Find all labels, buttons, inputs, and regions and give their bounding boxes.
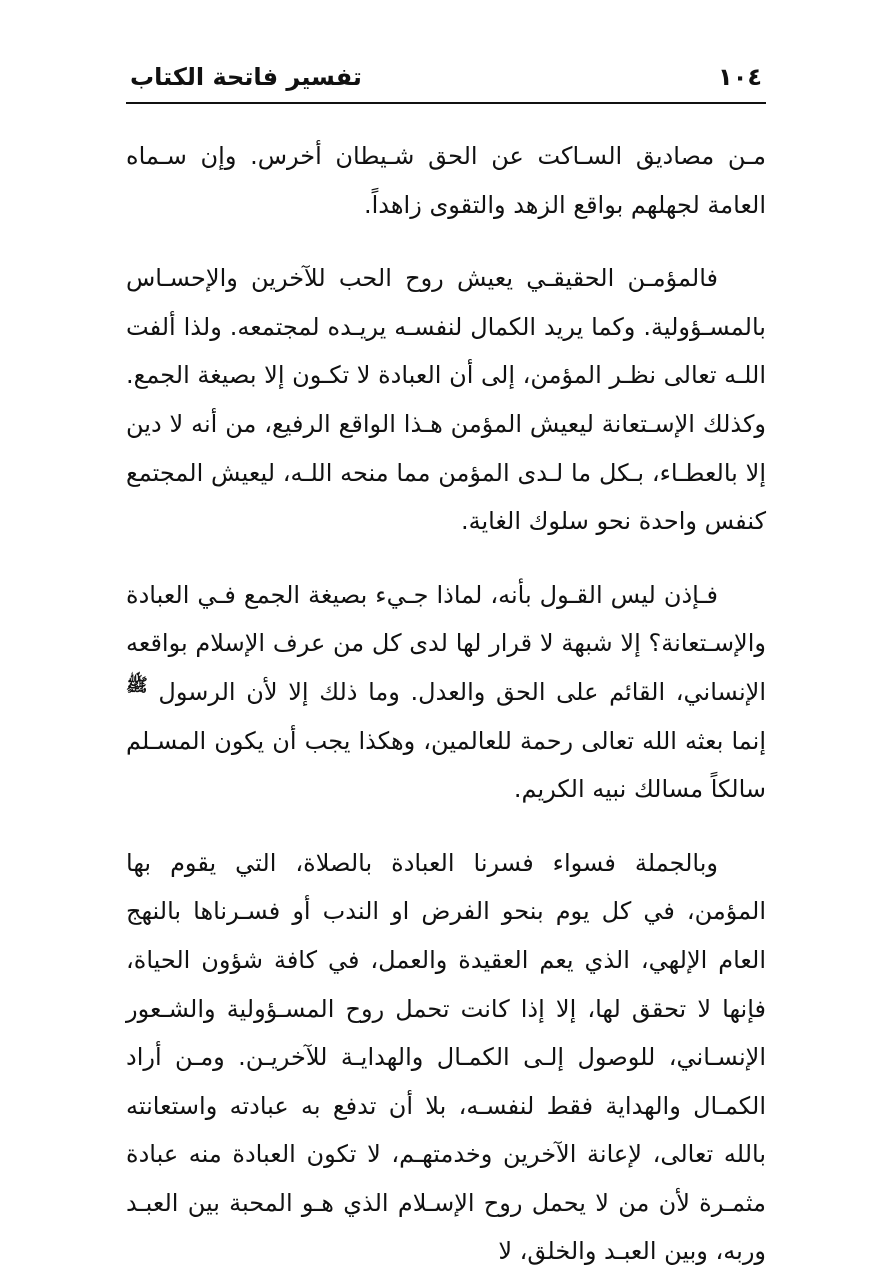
- paragraph-4: وبالجملة فسواء فسرنا العبادة بالصلاة، التي يقوم بها المؤمن، في كل يوم بنحو الفرض او الندب أو فسـرناها بالنهج العام الإلهي، الذي يعم العقيدة والعمل، في كافة شؤون الحياة، فإنها لا تحقق لها، إلا إذا كانت تحمل روح المسـؤولية والشـعور الإنسـاني، للوصول إلـى الكمـال والهدايـة للآخريـن. ومـن أراد الكمـال والهداية فقط لنفسـه، بلا أن تدفع به عبادته واستعانته بالله تعالى، لإعانة الآخرين وخدمتهـم، لا تكون العبادة منه عبادة مثمـرة لأن من لا يحمل روح الإسـلام الذي هـو المحبة بين العبـد وربه، وبين العبـد والخلق، لا: [126, 848, 766, 1266]
- running-header: [126, 52, 766, 92]
- paragraph-3-text-after: إنما بعثه الله تعالى رحمة للعالمين، وهكذا يجب أن يكون المسـلم سالكاً مسالك نبيه الكريم.: [126, 726, 766, 804]
- header-rule: [126, 102, 766, 104]
- page-number: ١٠٤: [718, 63, 762, 91]
- paragraph-1: مـن مصاديق السـاكت عن الحق شـيطان أخرس. وإن سـماه العامة لجهلهم بواقع الزهد والتقوى زاهداً.: [126, 142, 766, 219]
- paragraph-3-text-before: فـإذن ليس القـول بأنه، لماذا جـيء بصيغة الجمع فـي العبادة والإسـتعانة؟ إلا شبهة لا قرار لها لدى كل من عرف الإسلام بواقعه الإنساني، القائم على الحق والعدل. وما ذلك إلا لأن الرسول: [126, 580, 766, 706]
- running-title: تفسير فاتحة الكتاب: [130, 63, 362, 91]
- book-page: [126, 52, 766, 1276]
- paragraph-2: فالمؤمـن الحقيقـي يعيش روح الحب للآخرين والإحسـاس بالمسـؤولية. وكما يريد الكمال لنفسـه يريـده لمجتمعه. ولذا ألفت اللـه تعالى نظـر المؤمن، إلى أن العبادة لا تكـون إلا بصيغة الجمع. وكذلك الإسـتعانة ليعيش المؤمن هـذا الواقع الرفيع، من أنه لا دين إلا بالعطـاء، بـكل ما لـدى المؤمن مما منحه اللـه، ليعيش المجتمع كنفس واحدة نحو سلوك الغاية.: [125, 264, 766, 536]
- paragraph-3: [126, 571, 766, 814]
- honorific-glyph: ﷺ: [126, 674, 148, 696]
